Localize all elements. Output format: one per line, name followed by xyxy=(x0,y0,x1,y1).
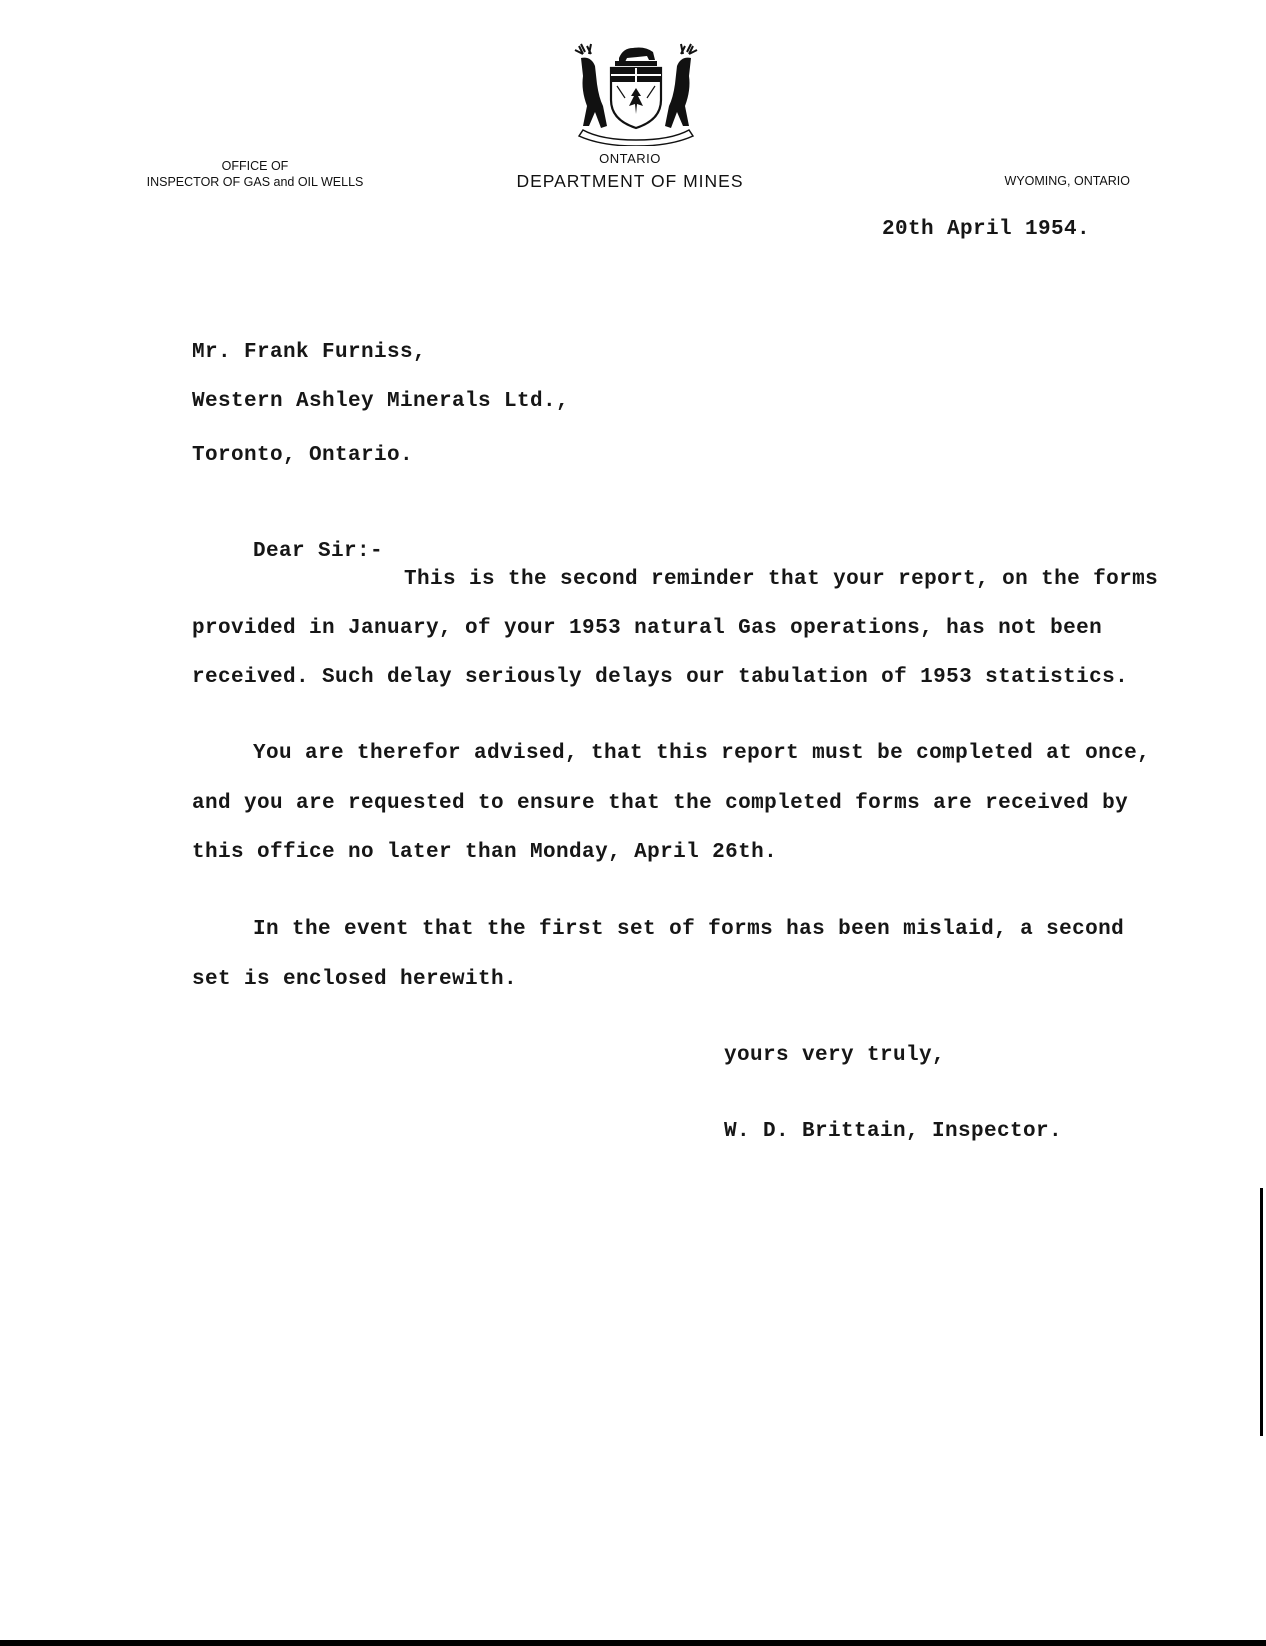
paragraph-1-line-2: provided in January, of your 1953 natural Gas operations, has not been xyxy=(192,617,1103,640)
recipient-city: Toronto, Ontario. xyxy=(192,444,414,467)
paragraph-2-line-2: and you are requested to ensure that the completed forms are received by xyxy=(192,792,1129,815)
closing: yours very truly, xyxy=(724,1044,946,1067)
paragraph-2-line-1: You are therefor advised, that this report must be completed at once, xyxy=(253,742,1151,765)
motto-scroll xyxy=(579,130,693,146)
paragraph-3-line-2: set is enclosed herewith. xyxy=(192,968,518,991)
office-line-1: OFFICE OF xyxy=(221,159,289,173)
recipient-company: Western Ashley Minerals Ltd., xyxy=(192,390,570,413)
recipient-name: Mr. Frank Furniss, xyxy=(192,341,427,364)
paragraph-1-line-3: received. Such delay seriously delays our tabulation of 1953 statistics. xyxy=(192,666,1129,689)
province-heading: ONTARIO xyxy=(599,151,661,166)
signature: W. D. Brittain, Inspector. xyxy=(724,1120,1063,1143)
bear-crest xyxy=(619,48,655,63)
scan-edge-bottom xyxy=(0,1640,1266,1646)
paragraph-1-line-1: This is the second reminder that your report, on the forms xyxy=(404,568,1159,591)
scan-edge-right xyxy=(1260,1188,1263,1436)
salutation: Dear Sir:- xyxy=(253,540,384,563)
paragraph-3-line-1: In the event that the first set of forms has been mislaid, a second xyxy=(253,918,1125,941)
department-heading: DEPARTMENT OF MINES xyxy=(516,171,744,191)
office-line-2: INSPECTOR OF GAS and OIL WELLS xyxy=(146,175,364,189)
office-heading xyxy=(120,158,390,190)
ontario-coat-of-arms-icon xyxy=(561,36,711,146)
paragraph-2-line-3: this office no later than Monday, April 26th. xyxy=(192,841,778,864)
letter-date: 20th April 1954. xyxy=(882,218,1091,241)
location-heading: WYOMING, ONTARIO xyxy=(1004,174,1130,188)
deer-supporter-right xyxy=(665,58,691,128)
moose-supporter-left xyxy=(581,58,607,128)
